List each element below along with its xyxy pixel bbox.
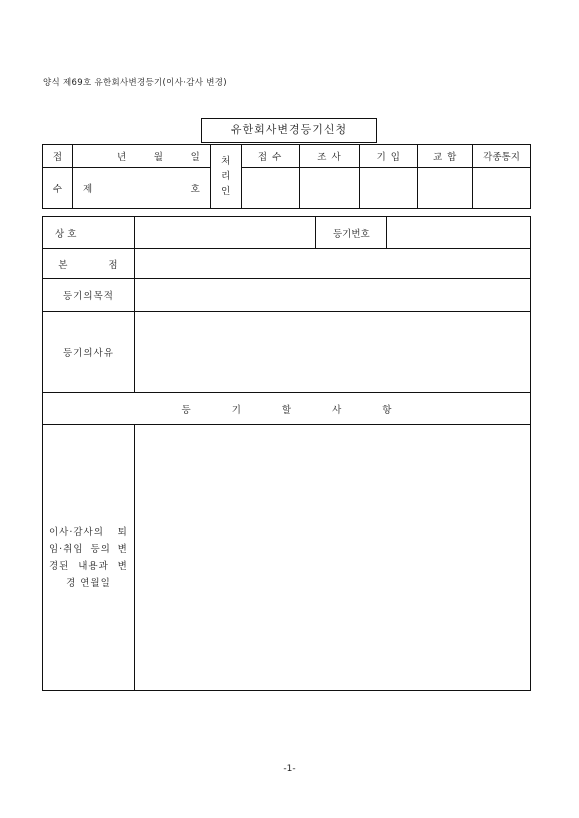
stamp-collation[interactable]	[418, 168, 473, 209]
matters-header-text: 등 기 할 사 항	[181, 404, 392, 416]
change-details-label-text: 이사·감사의 퇴임·취임 등의 변경된 내용과 변경 연월일	[49, 526, 128, 589]
stamp-receipt[interactable]	[241, 168, 299, 209]
stamp-notices[interactable]	[473, 168, 531, 209]
change-details-field[interactable]	[134, 425, 530, 691]
purpose-field[interactable]	[134, 279, 530, 312]
head-office-label: 본 점	[43, 249, 135, 279]
receipt-year-label: 년	[116, 152, 127, 163]
page-number: -1-	[283, 764, 296, 774]
receipt-month-label: 월	[153, 152, 163, 163]
receipt-number-suffix: 호	[190, 184, 200, 195]
handler-char-1: 처	[221, 156, 231, 167]
receipt-number-prefix: 제	[82, 184, 93, 195]
col-review: 조 사	[299, 145, 360, 168]
company-name-label	[43, 217, 135, 249]
handler-char-3: 인	[221, 186, 231, 197]
change-details-label	[43, 425, 135, 691]
reason-label: 등기의사유	[43, 312, 135, 393]
form-number: 양식 제69호 유한회사변경등기(이사·감사 변경)	[43, 78, 227, 88]
receipt-date	[72, 145, 210, 168]
handler-char-2: 리	[221, 171, 231, 182]
head-office-field[interactable]	[134, 249, 530, 279]
receipt-day-label: 일	[190, 152, 200, 163]
purpose-label: 등기의목적	[43, 279, 135, 312]
application-table	[42, 216, 531, 691]
registration-number-label: 등기번호	[316, 217, 387, 249]
receipt-label-top: 접	[43, 145, 73, 168]
handler-label	[210, 145, 241, 209]
company-name-field[interactable]	[134, 217, 316, 249]
stamp-review[interactable]	[299, 168, 360, 209]
registration-number-field[interactable]	[387, 217, 531, 249]
company-name-label-text: 상 호	[55, 228, 77, 240]
col-receipt: 접 수	[241, 145, 299, 168]
receipt-label-bottom: 수	[43, 168, 73, 209]
col-entry: 기 입	[360, 145, 418, 168]
col-notices: 각종통지	[473, 145, 531, 168]
receipt-number	[72, 168, 210, 209]
matters-header	[43, 393, 531, 425]
stamp-entry[interactable]	[360, 168, 418, 209]
reason-field[interactable]	[134, 312, 530, 393]
col-collation: 교 합	[418, 145, 473, 168]
receipt-table	[42, 144, 531, 209]
form-title: 유한회사변경등기신청	[201, 118, 377, 143]
